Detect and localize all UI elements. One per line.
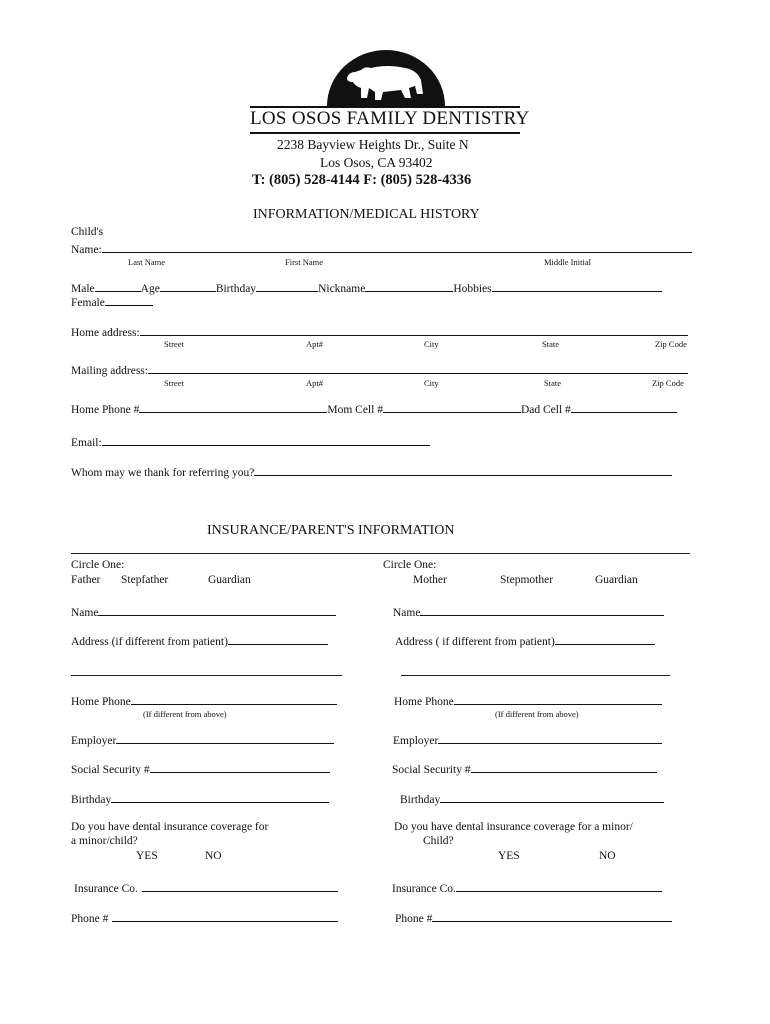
demographics-row	[71, 280, 662, 295]
home-phone-label: Home Phone #	[71, 404, 140, 416]
female-field[interactable]	[105, 294, 153, 306]
email-row	[71, 434, 430, 449]
right-name-row	[393, 604, 664, 619]
left-phone-row	[71, 910, 338, 925]
left-if-different: (If different from above)	[143, 709, 227, 719]
dad-cell-label: Dad Cell #	[520, 404, 571, 416]
home-street-caption: Street	[164, 339, 184, 349]
insurance-rule	[71, 553, 690, 554]
left-address-row	[71, 633, 328, 648]
practice-name: LOS OSOS FAMILY DENTISTRY	[250, 108, 530, 129]
right-name-label: Name	[393, 607, 421, 619]
child-name-label: Name:	[71, 244, 102, 256]
right-birthday-field[interactable]	[440, 791, 664, 803]
birthday-label: Birthday	[215, 283, 257, 295]
left-ssn-field[interactable]	[150, 761, 330, 773]
left-insurance-field[interactable]	[142, 880, 338, 892]
bear-logo	[325, 48, 447, 108]
left-ssn-label: Social Security #	[71, 764, 150, 776]
phones-row	[71, 401, 677, 416]
right-phone-label: Phone #	[395, 913, 433, 925]
left-address-label: Address (if different from patient)	[71, 636, 228, 648]
hobbies-field[interactable]	[492, 280, 662, 292]
practice-phones: T: (805) 528-4144 F: (805) 528-4336	[252, 172, 472, 188]
referral-row	[71, 464, 672, 479]
referral-label: Whom may we thank for referring you?	[71, 467, 255, 479]
left-name-label: Name	[71, 607, 99, 619]
right-address-row	[395, 633, 655, 648]
mailing-address-row	[71, 362, 688, 377]
right-name-field[interactable]	[420, 604, 664, 616]
right-employer-row	[393, 732, 662, 747]
home-phone-field[interactable]	[139, 401, 327, 413]
child-name-row	[71, 241, 692, 256]
right-yes-option[interactable]: YES	[498, 850, 520, 862]
insurance-section-title: INSURANCE/PARENT'S INFORMATION	[207, 523, 455, 538]
left-employer-row	[71, 732, 334, 747]
right-ssn-field[interactable]	[471, 761, 657, 773]
left-ssn-row	[71, 761, 330, 776]
right-ssn-label: Social Security #	[392, 764, 471, 776]
right-if-different: (If different from above)	[495, 709, 579, 719]
home-address-row	[71, 324, 688, 339]
left-name-field[interactable]	[98, 604, 336, 616]
age-label: Age	[140, 283, 160, 295]
mom-cell-field[interactable]	[383, 401, 521, 413]
first-name-caption: First Name	[285, 257, 324, 267]
home-city-caption: City	[424, 339, 439, 349]
male-field[interactable]	[95, 280, 141, 292]
right-insurance-label: Insurance Co.	[392, 883, 456, 895]
middle-initial-caption: Middle Initial	[544, 257, 591, 267]
nickname-field[interactable]	[365, 280, 453, 292]
referral-field[interactable]	[254, 464, 672, 476]
option-father[interactable]: Father	[71, 574, 101, 586]
address-line-2: Los Osos, CA 93402	[320, 155, 433, 170]
right-birthday-label: Birthday	[400, 794, 441, 806]
right-home-phone-label: Home Phone	[394, 696, 454, 708]
childs-label: Child's	[71, 226, 104, 238]
male-label: Male	[71, 283, 95, 295]
right-no-option[interactable]: NO	[599, 850, 616, 862]
right-address-label: Address ( if different from patient)	[395, 636, 555, 648]
right-insurance-field[interactable]	[456, 880, 662, 892]
female-row	[71, 294, 153, 309]
right-phone-field[interactable]	[432, 910, 672, 922]
option-guardian-right[interactable]: Guardian	[595, 574, 638, 586]
home-address-label: Home address:	[71, 327, 140, 339]
option-mother[interactable]: Mother	[413, 574, 447, 586]
left-phone-field[interactable]	[112, 910, 338, 922]
left-address-field[interactable]	[228, 633, 328, 645]
female-label: Female	[71, 297, 105, 309]
mail-apt-caption: Apt#	[306, 378, 323, 388]
right-circle-one: Circle One:	[383, 559, 437, 571]
right-home-phone-field[interactable]	[454, 693, 662, 705]
email-field[interactable]	[102, 434, 430, 446]
right-birthday-row	[400, 791, 664, 806]
right-address-field[interactable]	[555, 633, 655, 645]
home-address-field[interactable]	[140, 324, 688, 336]
right-address-line2[interactable]	[401, 675, 670, 676]
address-line-1: 2238 Bayview Heights Dr., Suite N	[277, 137, 469, 152]
right-dental-q2: Child?	[423, 835, 454, 847]
right-ssn-row	[392, 761, 657, 776]
right-employer-field[interactable]	[438, 732, 662, 744]
mailing-address-field[interactable]	[148, 362, 688, 374]
right-dental-q1: Do you have dental insurance coverage for a minor/	[394, 821, 633, 833]
option-guardian-left[interactable]: Guardian	[208, 574, 251, 586]
home-state-caption: State	[542, 339, 559, 349]
right-phone-row	[395, 910, 672, 925]
left-birthday-field[interactable]	[111, 791, 329, 803]
left-home-phone-row	[71, 693, 337, 708]
left-insurance-label: Insurance Co.	[74, 883, 138, 895]
option-stepfather[interactable]: Stepfather	[121, 574, 169, 586]
left-no-option[interactable]: NO	[205, 850, 222, 862]
hobbies-label: Hobbies	[453, 283, 492, 295]
mail-street-caption: Street	[164, 378, 184, 388]
mail-zip-caption: Zip Code	[652, 378, 684, 388]
age-field[interactable]	[160, 280, 216, 292]
logo-rule-bottom	[250, 132, 520, 134]
right-employer-label: Employer	[393, 735, 439, 747]
dad-cell-field[interactable]	[571, 401, 677, 413]
email-label: Email:	[71, 437, 102, 449]
left-birthday-row	[71, 791, 329, 806]
home-apt-caption: Apt#	[306, 339, 323, 349]
left-home-phone-field[interactable]	[131, 693, 337, 705]
left-phone-label: Phone #	[71, 913, 109, 925]
left-dental-q1: Do you have dental insurance coverage for	[71, 821, 269, 833]
mail-city-caption: City	[424, 378, 439, 388]
last-name-caption: Last Name	[128, 257, 166, 267]
mailing-address-label: Mailing address:	[71, 365, 148, 377]
right-insurance-row	[392, 880, 662, 895]
right-home-phone-row	[394, 693, 662, 708]
left-address-line2[interactable]	[71, 675, 342, 676]
left-circle-one: Circle One:	[71, 559, 125, 571]
left-insurance-row	[74, 880, 338, 895]
info-section-title: INFORMATION/MEDICAL HISTORY	[253, 207, 480, 222]
left-name-row	[71, 604, 336, 619]
left-employer-label: Employer	[71, 735, 117, 747]
left-dental-q2: a minor/child?	[71, 835, 138, 847]
left-birthday-label: Birthday	[71, 794, 112, 806]
left-yes-option[interactable]: YES	[136, 850, 158, 862]
home-zip-caption: Zip Code	[655, 339, 687, 349]
birthday-field[interactable]	[256, 280, 318, 292]
left-home-phone-label: Home Phone	[71, 696, 131, 708]
mom-cell-label: Mom Cell #	[327, 404, 383, 416]
mail-state-caption: State	[544, 378, 561, 388]
option-stepmother[interactable]: Stepmother	[500, 574, 554, 586]
nickname-label: Nickname	[318, 283, 366, 295]
left-employer-field[interactable]	[116, 732, 334, 744]
child-name-field[interactable]	[102, 241, 692, 253]
